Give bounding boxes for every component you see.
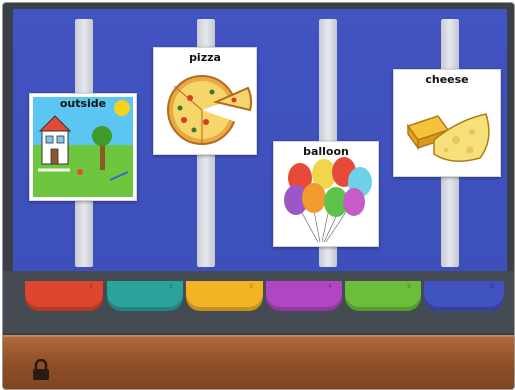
lock-icon[interactable]	[31, 359, 51, 381]
tab-number: 1	[89, 283, 93, 290]
card-outside[interactable]	[29, 93, 137, 201]
card-label: balloon	[303, 145, 349, 158]
card-label: outside	[59, 97, 107, 110]
tab-yellow[interactable]	[186, 281, 263, 311]
tab-purple[interactable]	[266, 281, 342, 311]
tab-green[interactable]	[345, 281, 421, 311]
tab-number: 6	[490, 283, 494, 290]
app-frame	[2, 2, 515, 390]
card-balloon[interactable]	[273, 141, 379, 247]
card-pizza[interactable]	[153, 47, 257, 155]
card-label: pizza	[189, 51, 221, 64]
tab-number: 3	[249, 283, 253, 290]
card-label: cheese	[425, 73, 469, 86]
tab-teal[interactable]	[107, 281, 183, 311]
tab-blue[interactable]	[424, 281, 504, 311]
tab-red[interactable]	[25, 281, 103, 311]
tab-number: 5	[407, 283, 411, 290]
tab-number: 4	[328, 283, 332, 290]
card-cheese[interactable]	[393, 69, 501, 177]
tab-number: 2	[169, 283, 173, 290]
wooden-shelf	[3, 335, 515, 390]
